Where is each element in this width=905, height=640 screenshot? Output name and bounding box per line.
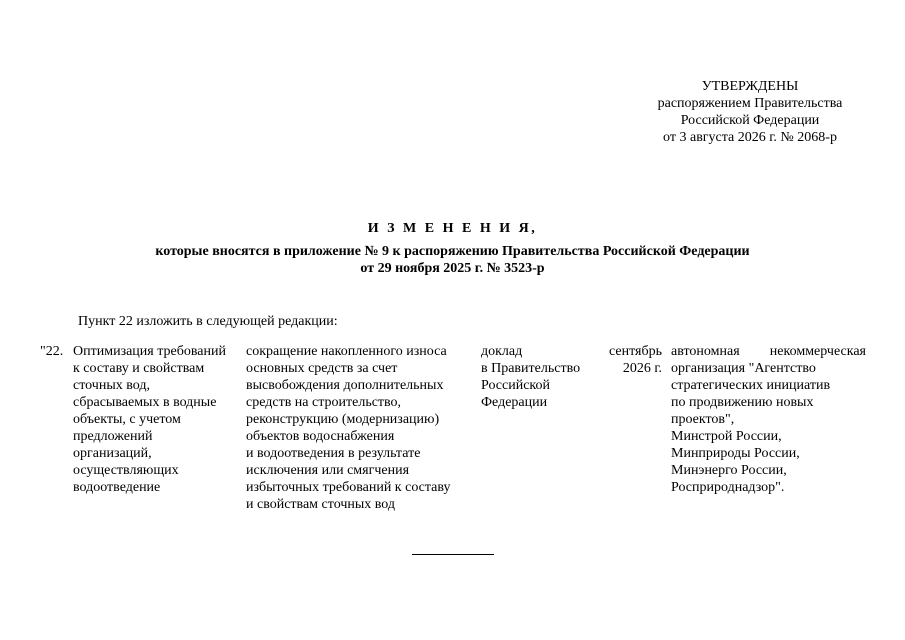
approval-line: от 3 августа 2026 г. № 2068-р — [663, 130, 837, 145]
responsible-line: по продвижению новых — [671, 395, 814, 410]
measure-line: сбрасываемых в водные — [73, 395, 217, 410]
measure-line: объекты, с учетом — [73, 412, 181, 427]
responsible-cell — [671, 343, 866, 496]
document-heading — [0, 220, 905, 277]
approval-line: УТВЕРЖДЕНЫ — [701, 79, 799, 94]
responsible-line: Росприроднадзор". — [671, 480, 785, 495]
measure-line: предложений — [73, 429, 153, 444]
report-form-line: Российской — [481, 378, 550, 393]
responsible-line: Минприроды России, — [671, 446, 800, 461]
intro-paragraph: Пункт 22 изложить в следующей редакции: — [78, 314, 338, 329]
approval-line: распоряжением Правительства — [657, 96, 843, 111]
measure-cell — [73, 343, 245, 496]
result-line: основных средств за счет — [246, 361, 398, 376]
deadline-line: 2026 г. — [622, 361, 662, 376]
measure-line: сточных вод, — [73, 378, 150, 393]
result-line: сокращение накопленного износа — [246, 344, 447, 359]
document-subtitle-line: которые вносятся в приложение № 9 к распоряжению Правительства Российской Федерации — [155, 244, 750, 259]
deadline-line: сентябрь — [609, 344, 662, 359]
result-line: средств на строительство, — [246, 395, 402, 410]
report-form-line: в Правительство — [481, 361, 581, 376]
result-cell — [246, 343, 474, 513]
item-number: "22. — [40, 344, 64, 359]
responsible-line: автономная некоммерческая — [671, 344, 866, 359]
measure-line: осуществляющих — [73, 463, 179, 478]
measure-line: организаций, — [73, 446, 152, 461]
measure-line: Оптимизация требований — [73, 344, 226, 359]
document-title: И З М Е Н Е Н И Я, — [367, 221, 538, 236]
approval-stamp — [630, 78, 870, 146]
measure-line: к составу и свойствам — [73, 361, 205, 376]
result-line: и водоотведения в результате — [246, 446, 421, 461]
responsible-line: проектов", — [671, 412, 735, 427]
report-form-line: Федерации — [481, 395, 548, 410]
result-line: реконструкцию (модернизацию) — [246, 412, 440, 427]
responsible-line: Минэнерго России, — [671, 463, 787, 478]
measure-line: водоотведение — [73, 480, 161, 495]
result-line: избыточных требований к составу — [246, 480, 451, 495]
responsible-line: организация "Агентство — [671, 361, 816, 376]
result-line: исключения или смягчения — [246, 463, 410, 478]
deadline-cell — [598, 343, 662, 377]
report-form-cell — [481, 343, 599, 411]
report-form-line: доклад — [481, 344, 523, 359]
document-subtitle-line: от 29 ноября 2025 г. № 3523-р — [360, 261, 545, 276]
result-line: высвобождения дополнительных — [246, 378, 444, 393]
result-line: объектов водоснабжения — [246, 429, 395, 444]
approval-line: Российской Федерации — [680, 113, 820, 128]
result-line: и свойствам сточных вод — [246, 497, 396, 512]
end-divider — [412, 554, 494, 555]
responsible-line: Минстрой России, — [671, 429, 782, 444]
responsible-line: стратегических инициатив — [671, 378, 831, 393]
